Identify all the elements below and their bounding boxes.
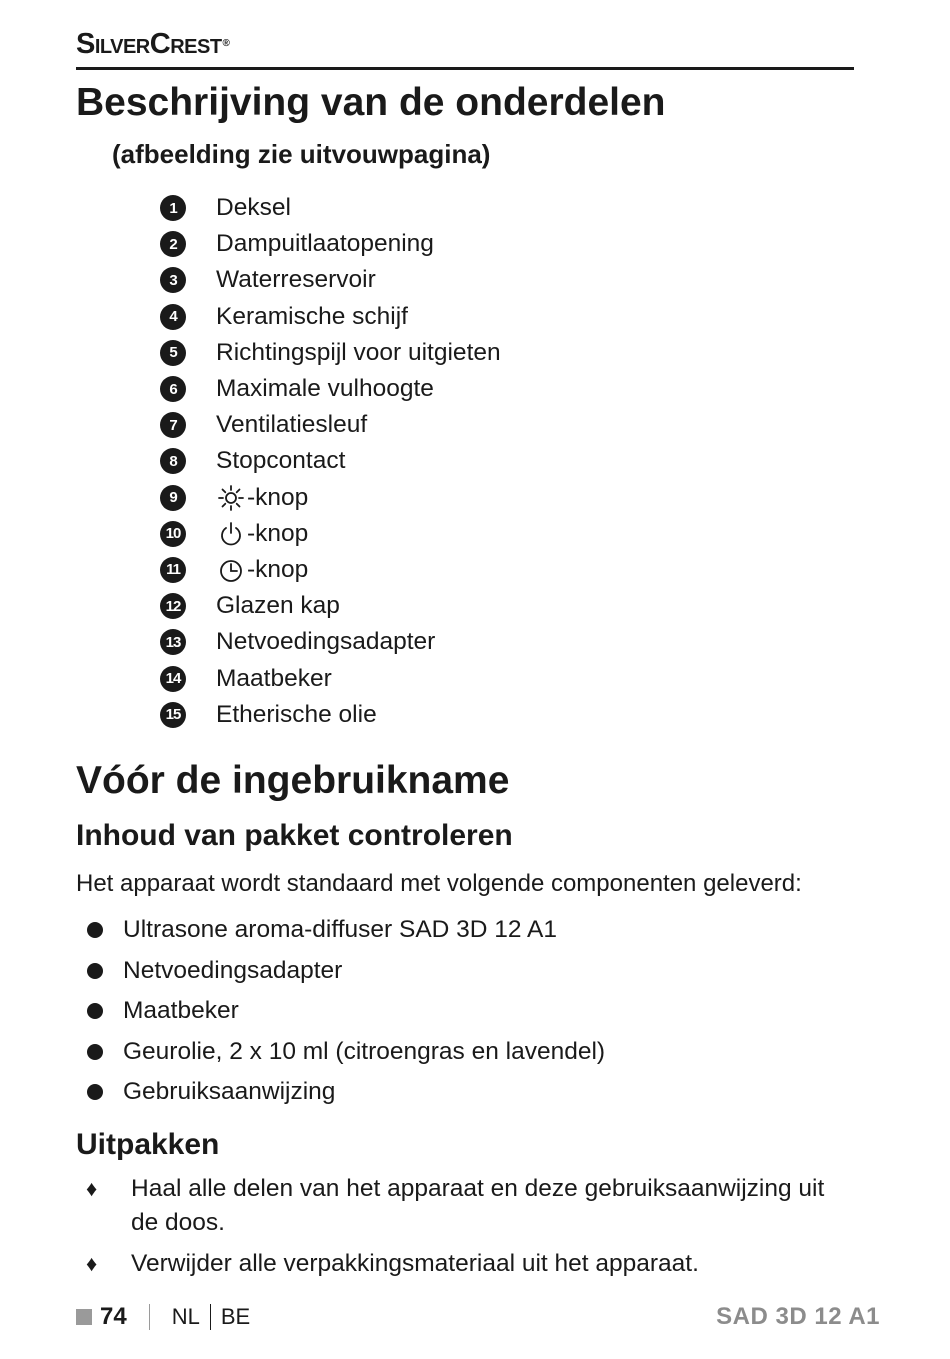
parts-title: Beschrijving van de onderdelen — [76, 81, 666, 124]
item-label-with-icon: -knop — [216, 519, 308, 549]
item-number: 2 — [160, 231, 186, 257]
parts-list-item — [160, 190, 501, 226]
item-number: 6 — [160, 376, 186, 402]
item-label-with-icon: -knop — [216, 483, 308, 513]
item-label: Deksel — [216, 194, 291, 222]
parts-list-item — [160, 299, 501, 335]
parts-list-item — [160, 480, 501, 516]
brand-logo: SilverCrest® — [76, 28, 230, 60]
item-label: Richtingspijl voor uitgieten — [216, 338, 501, 366]
item-label: Glazen kap — [216, 592, 340, 620]
list-item: Maatbeker — [76, 991, 605, 1032]
item-number: 10 — [160, 521, 186, 547]
bullet-dot — [87, 1084, 103, 1100]
page-footer — [76, 1300, 880, 1334]
unpack-heading: Uitpakken — [76, 1128, 220, 1161]
item-number: 5 — [160, 340, 186, 366]
list-item: Ultrasone aroma-diffuser SAD 3D 12 A1 — [76, 910, 605, 951]
page-number: 74 — [100, 1303, 127, 1330]
before-use-title: Vóór de ingebruikname — [76, 759, 510, 802]
parts-list-item — [160, 697, 501, 733]
parts-list-item — [160, 624, 501, 660]
list-item: Geurolie, 2 x 10 ml (citroengras en lavendel) — [76, 1032, 605, 1073]
unpack-steps — [76, 1172, 856, 1288]
item-label: Waterreservoir — [216, 266, 376, 294]
package-contents-list — [76, 910, 605, 1113]
parts-list-item — [160, 262, 501, 298]
parts-list-item — [160, 660, 501, 696]
power-icon — [216, 519, 246, 549]
parts-list-item — [160, 335, 501, 371]
item-label: Keramische schijf — [216, 302, 408, 330]
item-number: 7 — [160, 412, 186, 438]
list-item: Netvoedingsadapter — [76, 951, 605, 992]
item-label: Ventilatiesleuf — [216, 411, 368, 439]
bullet-dot — [87, 1044, 103, 1060]
parts-list-item — [160, 443, 501, 479]
footer-divider — [210, 1304, 211, 1330]
item-number: 1 — [160, 195, 186, 221]
parts-list-item — [160, 371, 501, 407]
item-number: 12 — [160, 593, 186, 619]
parts-list — [160, 190, 501, 733]
language-code: NL — [171, 1304, 200, 1329]
bullet-dot — [87, 922, 103, 938]
parts-subtitle: (afbeelding zie uitvouwpagina) — [112, 139, 491, 169]
parts-list-item — [160, 226, 501, 262]
item-number: 13 — [160, 629, 186, 655]
item-label: Etherische olie — [216, 700, 377, 728]
diamond-bullet-icon: ♦ — [86, 1251, 98, 1276]
item-label: Maximale vulhoogte — [216, 375, 434, 403]
item-label: Dampuitlaatopening — [216, 230, 434, 258]
item-label: Netvoedingsadapter — [216, 628, 436, 656]
light-icon — [216, 483, 246, 513]
model-number: SAD 3D 12 A1 — [716, 1303, 880, 1330]
footer-divider — [149, 1304, 150, 1330]
package-check-heading: Inhoud van pakket controleren — [76, 819, 513, 852]
item-number: 8 — [160, 448, 186, 474]
language-code: BE — [220, 1304, 251, 1329]
item-label: Maatbeker — [216, 664, 332, 692]
list-item: ♦ Verwijder alle verpakkingsmateriaal uit het apparaat. — [76, 1247, 856, 1281]
parts-list-item — [160, 588, 501, 624]
clock-icon — [216, 555, 246, 585]
item-label-with-icon: -knop — [216, 555, 308, 585]
header-rule — [76, 67, 854, 70]
diamond-bullet-icon: ♦ — [86, 1176, 98, 1201]
package-intro: Het apparaat wordt standaard met volgende componenten geleverd: — [76, 870, 802, 897]
bullet-dot — [87, 1003, 103, 1019]
parts-list-item — [160, 516, 501, 552]
footer-square-icon — [76, 1309, 92, 1325]
item-number: 14 — [160, 666, 186, 692]
item-number: 4 — [160, 304, 186, 330]
bullet-dot — [87, 963, 103, 979]
item-number: 3 — [160, 267, 186, 293]
item-number: 9 — [160, 485, 186, 511]
list-item: Gebruiksaanwijzing — [76, 1072, 605, 1113]
item-label: Stopcontact — [216, 447, 346, 475]
item-number: 15 — [160, 702, 186, 728]
parts-list-item — [160, 407, 501, 443]
parts-list-item — [160, 552, 501, 588]
item-number: 11 — [160, 557, 186, 583]
list-item: ♦ Haal alle delen van het apparaat en deze gebruiksaanwijzing uit de doos. — [76, 1172, 856, 1240]
